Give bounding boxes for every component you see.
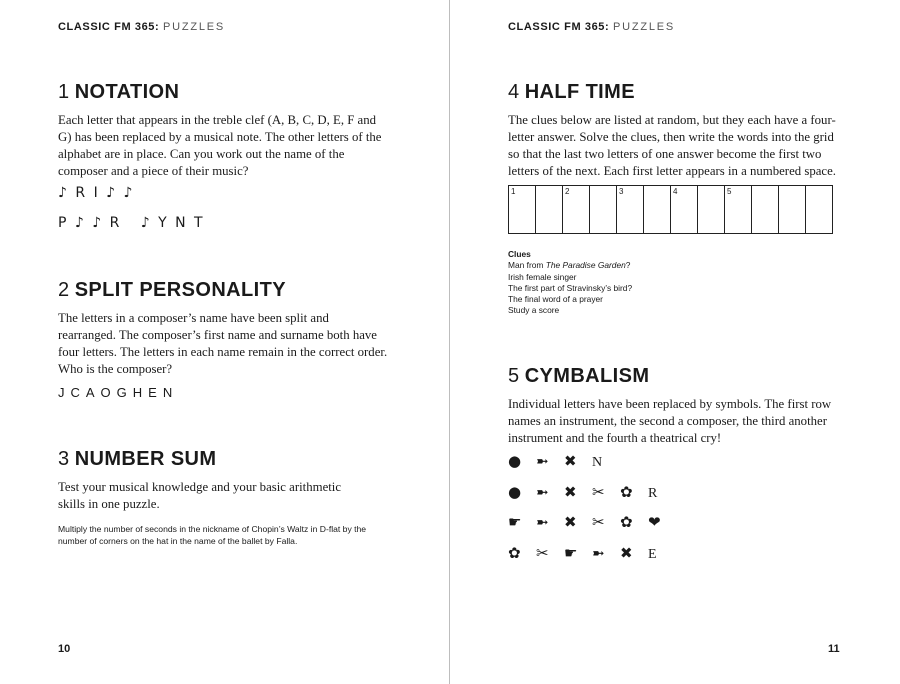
section-title: HALF TIME [524,81,635,103]
flower-symbol: ✿ [620,513,633,531]
page-number-right: 11 [828,643,840,655]
arrow-symbol: ➼ [536,483,549,501]
cell-number: 4 [673,187,678,196]
heart-symbol: ❤ [648,513,661,531]
scissors-symbol: ✂ [592,483,605,501]
clues-title: Clues [508,249,531,259]
section-heading [58,278,388,302]
clue-italic-title: The Paradise Garden [545,260,626,271]
section-number: 2 [58,279,70,301]
cell-number: 3 [619,187,624,196]
section-cymbalism [508,364,838,447]
left-page [0,0,449,684]
page-number-left: 10 [58,643,71,655]
section-body: The clues below are listed at random, but they each have a four-letter answer. Solve the clues, then write the words into the grid so that the last two letters of one answer become the first two letters of the next. Each first letter appears in a numbered space. [508,113,836,178]
section-number-sum [58,447,368,513]
flower-symbol: ✿ [508,544,521,562]
grid-cell[interactable] [779,186,806,233]
letter-symbol: E [648,547,657,562]
clue-item: The first part of Stravinsky’s bird? [508,282,633,293]
clue-text: ? [625,260,631,271]
section-title: SPLIT PERSONALITY [74,279,286,301]
cymbalism-row-2 [508,483,676,502]
section-title: NUMBER SUM [74,448,217,470]
grid-cell[interactable] [509,186,536,233]
cell-number: 2 [565,187,570,196]
notation-line-2: P ♪ ♪ R ♪ Y N T [58,215,205,231]
letter-symbol: R [648,486,658,501]
cymbalism-row-4 [508,544,676,563]
section-body: Test your musical knowledge and your basic arithmetic skills in one puzzle. [58,480,342,511]
clue-item: The final word of a prayer [508,294,603,305]
section-number: 5 [508,365,520,387]
cross-symbol: ✖ [620,544,633,562]
section-title: NOTATION [74,81,180,103]
scissors-symbol: ✂ [592,513,605,531]
split-personality-letters: JCAOGHEN [58,385,179,400]
grid-cell[interactable] [806,186,833,233]
clue-text: Man from [508,260,546,271]
page-gutter [449,0,450,684]
cross-symbol: ✖ [564,513,577,531]
running-head-series: CLASSIC FM 365: [508,21,610,33]
grid-cell[interactable] [617,186,644,233]
grid-cell[interactable] [752,186,779,233]
section-heading [508,364,838,388]
section-split-personality [58,278,388,378]
right-page [451,0,900,684]
running-head-section: PUZZLES [162,21,226,33]
running-head-section: PUZZLES [612,21,676,33]
clue-item: Irish female singer [508,271,577,282]
section-body: Individual letters have been replaced by symbols. The first row names an instrument, the second a composer, the third another instrument and the fourth a theatrical cry! [508,397,832,445]
section-notation [58,80,388,180]
arrow-symbol: ➼ [536,513,549,531]
section-body: Each letter that appears in the treble clef (A, B, C, D, E, F and G) has been replaced by a musical note. The other letters of the alphabet are in place. Can you work out the name of the composer and a piece of their music? [58,113,382,178]
grid-cell[interactable] [644,186,671,233]
grid-cell[interactable] [590,186,617,233]
flower-symbol: ✿ [620,483,633,501]
section-number: 1 [58,81,70,103]
arrow-symbol: ➼ [592,544,605,562]
pointing-hand-symbol: ☛ [508,513,522,531]
grid-cell[interactable] [536,186,563,233]
clue-item: Study a score [508,305,560,316]
arrow-symbol: ➼ [536,452,549,470]
cross-symbol: ✖ [564,483,577,501]
section-title: CYMBALISM [524,365,650,387]
grid-cell[interactable] [563,186,590,233]
grid-cell[interactable] [698,186,725,233]
half-time-grid [508,185,833,234]
clue-item [508,260,632,271]
number-sum-detail: Multiply the number of seconds in the nickname of Chopin’s Waltz in D-flat by the number of corners on the hat in the name of the ballet by Falla. [58,524,367,546]
section-number: 3 [58,448,70,470]
cell-number: 1 [511,187,516,196]
circle-symbol: ● [508,452,522,470]
section-heading [58,447,368,471]
running-head-left [58,21,225,33]
section-heading [58,80,388,104]
cymbalism-row-3 [508,513,676,531]
half-time-clues [508,249,632,317]
section-body: The letters in a composer’s name have been split and rearranged. The composer’s first name and surname both have four letters. The letters in each name remain in the correct order. Who is the composer? [58,311,388,376]
section-number: 4 [508,81,520,103]
letter-symbol: N [592,455,603,470]
grid-cell[interactable] [725,186,752,233]
running-head-series: CLASSIC FM 365: [58,21,160,33]
cross-symbol: ✖ [564,452,577,470]
grid-cell[interactable] [671,186,698,233]
section-heading [508,80,844,104]
circle-symbol: ● [508,483,522,501]
running-head-right [508,21,675,33]
cymbalism-row-1 [508,452,620,471]
section-half-time [508,80,844,180]
scissors-symbol: ✂ [536,544,549,562]
pointing-hand-symbol: ☛ [564,544,578,562]
notation-line-1: ♪ R I ♪ ♪ [58,185,135,201]
cell-number: 5 [727,187,732,196]
